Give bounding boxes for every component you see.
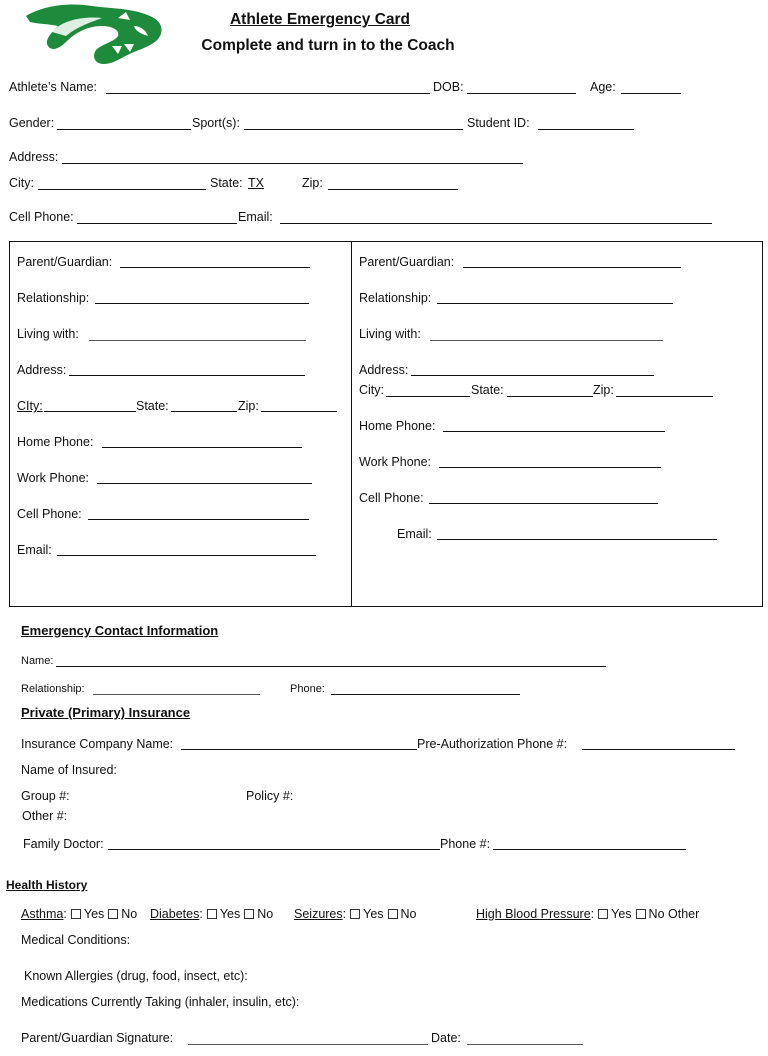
diabetes-yes-checkbox[interactable] xyxy=(207,909,217,919)
right-parent-label: Parent/Guardian: xyxy=(359,255,455,269)
dob-label: DOB: xyxy=(433,80,464,94)
family-doctor-label: Family Doctor: xyxy=(23,837,104,851)
left-cell-field[interactable] xyxy=(88,519,309,520)
right-home-field[interactable] xyxy=(443,431,665,432)
right-zip-label: Zip: xyxy=(593,383,614,397)
diabetes-no-checkbox[interactable] xyxy=(244,909,254,919)
right-address-label: Address: xyxy=(359,363,409,377)
cell-field[interactable] xyxy=(77,223,237,224)
city-label: City: xyxy=(9,176,34,190)
zip-field[interactable] xyxy=(328,189,458,190)
right-state-field[interactable] xyxy=(507,396,593,397)
right-living-field[interactable] xyxy=(430,340,663,341)
left-state-label: State: xyxy=(136,399,169,413)
email-label: Email: xyxy=(238,210,273,224)
student-id-field[interactable] xyxy=(538,129,634,130)
gender-label: Gender: xyxy=(9,116,55,130)
age-label: Age: xyxy=(590,80,616,94)
right-relationship-label: Relationship: xyxy=(359,291,432,305)
left-address-field[interactable] xyxy=(69,375,305,376)
doctor-phone-field[interactable] xyxy=(493,849,686,850)
right-work-field[interactable] xyxy=(439,467,661,468)
left-work-field[interactable] xyxy=(97,483,312,484)
address-label: Address: xyxy=(9,150,59,164)
insurance-company-field[interactable] xyxy=(181,749,417,750)
card-subtitle: Complete and turn in to the Coach xyxy=(201,37,455,54)
left-living-label: Living with: xyxy=(17,327,79,341)
group-label: Group #: xyxy=(21,789,70,803)
left-city-field[interactable] xyxy=(44,411,136,412)
emergency-name-label: Name: xyxy=(21,655,54,667)
left-email-label: Email: xyxy=(17,543,52,557)
left-living-field[interactable] xyxy=(89,340,306,341)
right-zip-field[interactable] xyxy=(616,396,713,397)
asthma-label: Asthma xyxy=(21,907,64,921)
diabetes-no-label: No xyxy=(257,907,274,921)
other-number-label: Other #: xyxy=(22,809,68,823)
asthma-row: Asthma: Yes No xyxy=(21,907,138,921)
insurance-heading: Private (Primary) Insurance xyxy=(21,705,191,720)
left-parent-field[interactable] xyxy=(120,267,310,268)
blood-pressure-label: High Blood Pressure xyxy=(476,907,591,921)
right-email-field[interactable] xyxy=(437,539,717,540)
family-doctor-field[interactable] xyxy=(108,849,440,850)
bp-no-label: No xyxy=(648,907,665,921)
asthma-yes-label: Yes xyxy=(83,907,105,921)
seizures-yes-checkbox[interactable] xyxy=(350,909,360,919)
city-field[interactable] xyxy=(38,189,206,190)
emergency-heading: Emergency Contact Information xyxy=(21,623,219,638)
right-home-label: Home Phone: xyxy=(359,419,436,433)
left-city-label: CIty: xyxy=(17,399,43,413)
signature-field[interactable] xyxy=(188,1044,428,1045)
left-cell-label: Cell Phone: xyxy=(17,507,82,521)
left-zip-label: Zip: xyxy=(238,399,259,413)
emergency-phone-field[interactable] xyxy=(331,694,520,695)
date-field[interactable] xyxy=(467,1044,583,1045)
preauth-label: Pre-Authorization Phone #: xyxy=(417,737,568,751)
student-id-label: Student ID: xyxy=(467,116,530,130)
allergies-label: Known Allergies (drug, food, insect, etc): xyxy=(24,969,248,983)
diabetes-label: Diabetes xyxy=(150,907,200,921)
state-value: TX xyxy=(248,176,264,190)
asthma-no-checkbox[interactable] xyxy=(108,909,118,919)
asthma-no-label: No xyxy=(121,907,138,921)
right-city-label: City: xyxy=(359,383,384,397)
right-cell-field[interactable] xyxy=(429,503,658,504)
email-field[interactable] xyxy=(280,223,712,224)
age-field[interactable] xyxy=(621,93,681,94)
bp-yes-label: Yes xyxy=(611,907,632,921)
health-history-heading: Health History xyxy=(6,878,88,892)
emergency-name-field[interactable] xyxy=(56,666,606,667)
athlete-name-field[interactable] xyxy=(106,93,430,94)
left-state-field[interactable] xyxy=(171,411,237,412)
right-address-field[interactable] xyxy=(411,375,654,376)
guardian-divider xyxy=(351,241,352,607)
seizures-yes-label: Yes xyxy=(363,907,384,921)
asthma-yes-checkbox[interactable] xyxy=(71,909,81,919)
left-home-field[interactable] xyxy=(102,447,302,448)
left-work-label: Work Phone: xyxy=(17,471,90,485)
left-home-label: Home Phone: xyxy=(17,435,94,449)
diabetes-yes-label: Yes xyxy=(219,907,241,921)
emergency-relationship-field[interactable] xyxy=(93,694,260,695)
right-relationship-field[interactable] xyxy=(437,303,673,304)
emergency-relationship-label: Relationship: xyxy=(21,683,85,695)
card-title: Athlete Emergency Card xyxy=(229,11,411,28)
bp-no-checkbox[interactable] xyxy=(636,909,646,919)
left-relationship-field[interactable] xyxy=(95,303,309,304)
right-work-label: Work Phone: xyxy=(359,455,432,469)
seizures-no-label: No xyxy=(400,907,417,921)
bp-yes-checkbox[interactable] xyxy=(598,909,608,919)
doctor-phone-label: Phone #: xyxy=(440,837,491,851)
seizures-no-checkbox[interactable] xyxy=(388,909,398,919)
left-address-label: Address: xyxy=(17,363,67,377)
dob-field[interactable] xyxy=(467,93,576,94)
medications-label: Medications Currently Taking (inhaler, insulin, etc): xyxy=(21,995,300,1009)
gender-field[interactable] xyxy=(57,129,191,130)
athlete-name-label: Athlete’s Name: xyxy=(9,80,98,94)
policy-label: Policy #: xyxy=(246,789,294,803)
sport-label: Sport(s): xyxy=(192,116,240,130)
right-living-label: Living with: xyxy=(359,327,421,341)
preauth-field[interactable] xyxy=(582,749,735,750)
medical-conditions-label: Medical Conditions: xyxy=(21,933,131,947)
left-relationship-label: Relationship: xyxy=(17,291,90,305)
address-field[interactable] xyxy=(62,163,523,164)
cell-label: Cell Phone: xyxy=(9,210,74,224)
right-parent-field[interactable] xyxy=(463,267,681,268)
sport-field[interactable] xyxy=(244,129,463,130)
left-email-field[interactable] xyxy=(57,555,316,556)
left-parent-label: Parent/Guardian: xyxy=(17,255,113,269)
state-label: State: xyxy=(210,176,243,190)
emergency-phone-label: Phone: xyxy=(290,683,325,695)
right-state-label: State: xyxy=(471,383,504,397)
zip-label: Zip: xyxy=(302,176,323,190)
diabetes-row: Diabetes: Yes No xyxy=(150,907,274,921)
blood-pressure-row: High Blood Pressure: Yes No Other xyxy=(476,907,700,921)
seizures-label: Seizures xyxy=(294,907,343,921)
insured-name-label: Name of Insured: xyxy=(21,763,117,777)
left-zip-field[interactable] xyxy=(261,411,337,412)
right-city-field[interactable] xyxy=(386,396,470,397)
date-label: Date: xyxy=(431,1031,461,1045)
right-email-label: Email: xyxy=(397,527,432,541)
seizures-row: Seizures: Yes No xyxy=(294,907,417,921)
other-label: Other xyxy=(668,907,700,921)
signature-label: Parent/Guardian Signature: xyxy=(21,1031,174,1045)
school-logo xyxy=(22,2,166,66)
insurance-company-label: Insurance Company Name: xyxy=(21,737,174,751)
right-cell-label: Cell Phone: xyxy=(359,491,424,505)
